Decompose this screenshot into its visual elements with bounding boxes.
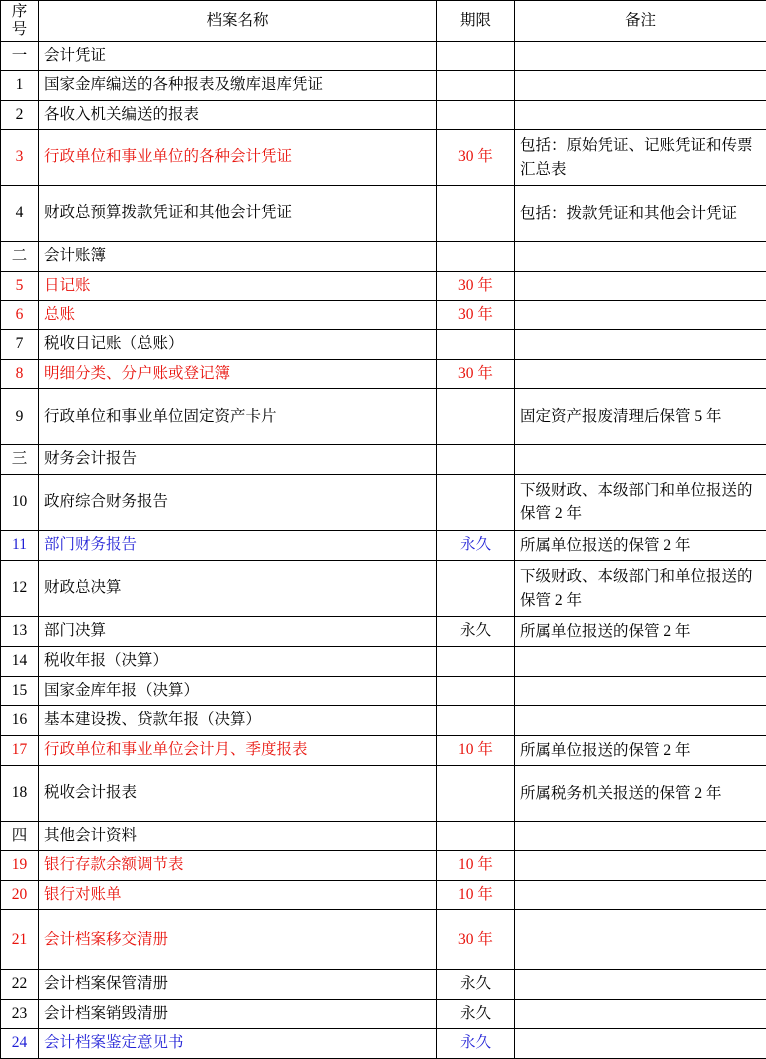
cell-remark: 所属单位报送的保管 2 年 <box>515 530 766 560</box>
cell-archive-name: 银行对账单 <box>39 880 437 909</box>
cell-retention-term <box>437 330 515 359</box>
cell-sequence: 三 <box>1 445 39 474</box>
cell-archive-name: 行政单位和事业单位固定资产卡片 <box>39 389 437 445</box>
cell-sequence: 11 <box>1 530 39 560</box>
cell-sequence: 20 <box>1 880 39 909</box>
cell-retention-term <box>437 242 515 271</box>
cell-sequence: 23 <box>1 999 39 1028</box>
cell-remark <box>515 300 766 329</box>
cell-sequence: 16 <box>1 706 39 735</box>
cell-retention-term: 永久 <box>437 999 515 1028</box>
cell-remark: 所属税务机关报送的保管 2 年 <box>515 766 766 822</box>
cell-retention-term <box>437 389 515 445</box>
cell-sequence: 14 <box>1 647 39 676</box>
cell-sequence: 24 <box>1 1029 39 1058</box>
cell-retention-term <box>437 71 515 100</box>
cell-sequence: 5 <box>1 271 39 300</box>
table-row <box>1 676 766 705</box>
table-header <box>1 1 766 42</box>
cell-remark <box>515 676 766 705</box>
cell-archive-name: 明细分类、分户账或登记簿 <box>39 359 437 388</box>
cell-archive-name: 国家金库年报（决算） <box>39 676 437 705</box>
table-row <box>1 880 766 909</box>
table-row <box>1 359 766 388</box>
cell-sequence: 6 <box>1 300 39 329</box>
column-header-seq <box>1 1 39 42</box>
column-header-name: 档案名称 <box>39 1 437 42</box>
table-row <box>1 130 766 186</box>
cell-archive-name: 税收会计报表 <box>39 766 437 822</box>
cell-archive-name: 各收入机关编送的报表 <box>39 100 437 129</box>
cell-remark: 包括：原始凭证、记账凭证和传票汇总表 <box>515 130 766 186</box>
cell-sequence: 4 <box>1 186 39 242</box>
cell-archive-name: 国家金库编送的各种报表及缴库退库凭证 <box>39 71 437 100</box>
cell-retention-term <box>437 706 515 735</box>
cell-retention-term: 永久 <box>437 530 515 560</box>
cell-remark <box>515 359 766 388</box>
column-header-seq-line1: 序 <box>5 3 34 21</box>
cell-remark <box>515 910 766 970</box>
cell-sequence: 15 <box>1 676 39 705</box>
cell-archive-name: 行政单位和事业单位的各种会计凭证 <box>39 130 437 186</box>
cell-archive-name: 会计档案移交清册 <box>39 910 437 970</box>
table-row <box>1 999 766 1028</box>
table-row <box>1 1029 766 1058</box>
cell-remark: 固定资产报废清理后保管 5 年 <box>515 389 766 445</box>
table-row <box>1 735 766 765</box>
table-row <box>1 186 766 242</box>
table-row <box>1 242 766 271</box>
cell-remark: 所属单位报送的保管 2 年 <box>515 735 766 765</box>
cell-retention-term <box>437 561 515 617</box>
cell-retention-term <box>437 647 515 676</box>
cell-remark: 下级财政、本级部门和单位报送的保管 2 年 <box>515 474 766 530</box>
cell-retention-term <box>437 474 515 530</box>
table-row <box>1 71 766 100</box>
cell-remark <box>515 445 766 474</box>
cell-sequence: 12 <box>1 561 39 617</box>
cell-sequence: 9 <box>1 389 39 445</box>
column-header-term: 期限 <box>437 1 515 42</box>
cell-sequence: 1 <box>1 71 39 100</box>
cell-retention-term: 30 年 <box>437 910 515 970</box>
cell-archive-name: 其他会计资料 <box>39 822 437 851</box>
cell-archive-name: 财政总预算拨款凭证和其他会计凭证 <box>39 186 437 242</box>
cell-sequence: 一 <box>1 41 39 70</box>
table-row <box>1 389 766 445</box>
table-row <box>1 970 766 999</box>
cell-archive-name: 会计凭证 <box>39 41 437 70</box>
cell-remark <box>515 647 766 676</box>
cell-sequence: 19 <box>1 851 39 880</box>
cell-sequence: 二 <box>1 242 39 271</box>
cell-sequence: 17 <box>1 735 39 765</box>
cell-remark <box>515 851 766 880</box>
column-header-note: 备注 <box>515 1 766 42</box>
cell-remark: 包括：拨款凭证和其他会计凭证 <box>515 186 766 242</box>
cell-sequence: 7 <box>1 330 39 359</box>
cell-remark <box>515 41 766 70</box>
cell-archive-name: 会计档案鉴定意见书 <box>39 1029 437 1058</box>
cell-remark <box>515 242 766 271</box>
cell-archive-name: 税收年报（决算） <box>39 647 437 676</box>
cell-retention-term: 10 年 <box>437 880 515 909</box>
cell-retention-term <box>437 766 515 822</box>
cell-retention-term: 30 年 <box>437 359 515 388</box>
cell-retention-term: 永久 <box>437 970 515 999</box>
cell-retention-term <box>437 676 515 705</box>
table-row <box>1 300 766 329</box>
cell-sequence: 3 <box>1 130 39 186</box>
table-row <box>1 41 766 70</box>
cell-retention-term: 10 年 <box>437 851 515 880</box>
cell-retention-term: 永久 <box>437 1029 515 1058</box>
table-body <box>1 41 766 1058</box>
cell-retention-term <box>437 41 515 70</box>
cell-retention-term <box>437 186 515 242</box>
cell-archive-name: 总账 <box>39 300 437 329</box>
table-row <box>1 100 766 129</box>
cell-remark <box>515 100 766 129</box>
table-row <box>1 766 766 822</box>
cell-remark <box>515 999 766 1028</box>
cell-sequence: 10 <box>1 474 39 530</box>
cell-retention-term: 永久 <box>437 617 515 647</box>
cell-remark <box>515 970 766 999</box>
table-row <box>1 561 766 617</box>
cell-remark <box>515 1029 766 1058</box>
cell-archive-name: 财政总决算 <box>39 561 437 617</box>
cell-archive-name: 会计档案销毁清册 <box>39 999 437 1028</box>
cell-retention-term <box>437 100 515 129</box>
cell-archive-name: 日记账 <box>39 271 437 300</box>
column-header-seq-line2: 号 <box>5 21 34 39</box>
cell-sequence: 18 <box>1 766 39 822</box>
cell-retention-term: 30 年 <box>437 271 515 300</box>
cell-archive-name: 会计档案保管清册 <box>39 970 437 999</box>
cell-archive-name: 财务会计报告 <box>39 445 437 474</box>
cell-remark <box>515 271 766 300</box>
cell-retention-term: 30 年 <box>437 130 515 186</box>
cell-sequence: 8 <box>1 359 39 388</box>
cell-remark <box>515 880 766 909</box>
cell-archive-name: 政府综合财务报告 <box>39 474 437 530</box>
table-header-row <box>1 1 766 42</box>
cell-archive-name: 行政单位和事业单位会计月、季度报表 <box>39 735 437 765</box>
table-row <box>1 647 766 676</box>
cell-archive-name: 基本建设拨、贷款年报（决算） <box>39 706 437 735</box>
cell-retention-term <box>437 822 515 851</box>
table-row <box>1 851 766 880</box>
cell-sequence: 2 <box>1 100 39 129</box>
cell-retention-term: 30 年 <box>437 300 515 329</box>
table-row <box>1 617 766 647</box>
cell-sequence: 22 <box>1 970 39 999</box>
cell-archive-name: 会计账簿 <box>39 242 437 271</box>
cell-remark <box>515 71 766 100</box>
table-row <box>1 706 766 735</box>
cell-archive-name: 银行存款余额调节表 <box>39 851 437 880</box>
cell-retention-term: 10 年 <box>437 735 515 765</box>
table-row <box>1 445 766 474</box>
table-row <box>1 330 766 359</box>
cell-remark: 下级财政、本级部门和单位报送的保管 2 年 <box>515 561 766 617</box>
cell-archive-name: 税收日记账（总账） <box>39 330 437 359</box>
table-row <box>1 530 766 560</box>
table-row <box>1 822 766 851</box>
cell-sequence: 13 <box>1 617 39 647</box>
table-row <box>1 474 766 530</box>
cell-archive-name: 部门决算 <box>39 617 437 647</box>
cell-remark <box>515 330 766 359</box>
cell-sequence: 四 <box>1 822 39 851</box>
cell-retention-term <box>437 445 515 474</box>
cell-remark <box>515 822 766 851</box>
cell-sequence: 21 <box>1 910 39 970</box>
cell-remark <box>515 706 766 735</box>
cell-remark: 所属单位报送的保管 2 年 <box>515 617 766 647</box>
table-row <box>1 271 766 300</box>
table-row <box>1 910 766 970</box>
cell-archive-name: 部门财务报告 <box>39 530 437 560</box>
